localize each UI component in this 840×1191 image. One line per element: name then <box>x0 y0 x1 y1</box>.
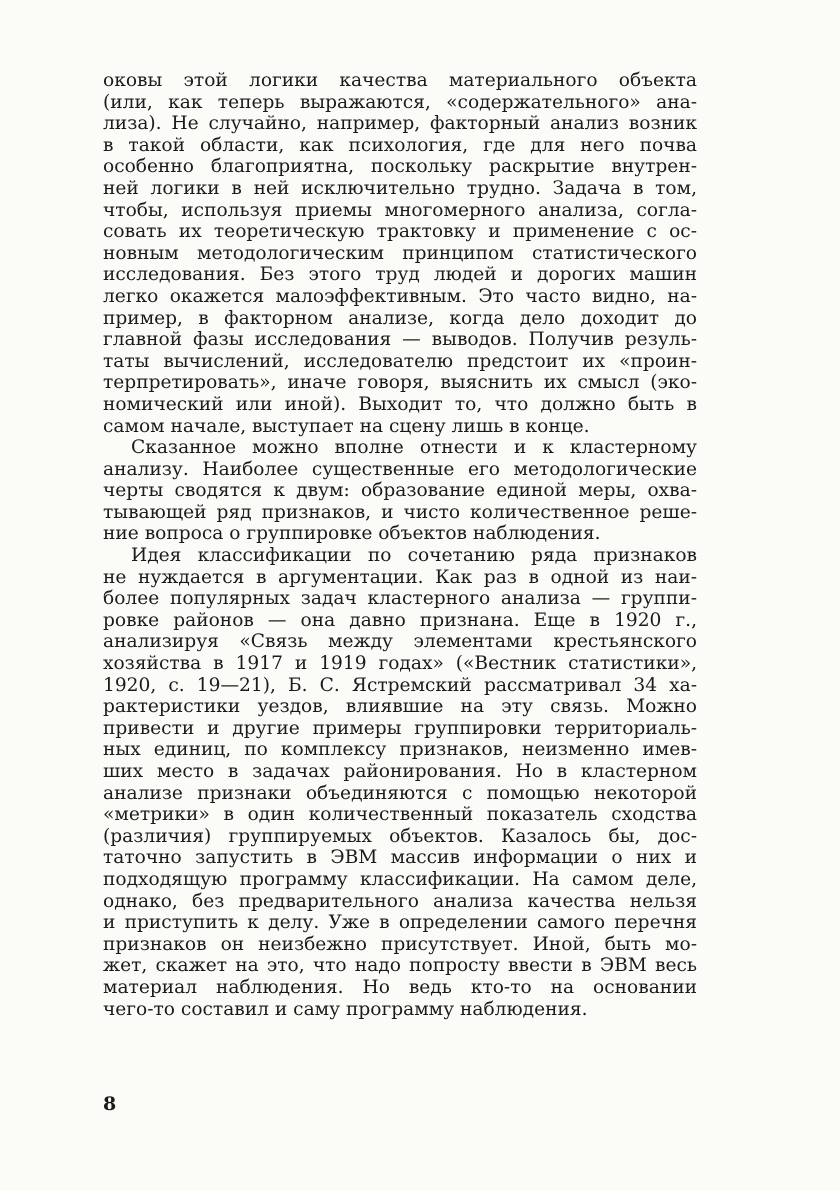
text-line: Идея классификации по сочетанию ряда признаков <box>131 545 697 567</box>
text-line: анализируя «Связь между элементами крестьянского <box>103 631 697 653</box>
text-line: лиза). Не случайно, например, факторный анализ возник <box>103 113 697 135</box>
text-line: анализу. Наиболее существенные его методологические <box>103 458 697 480</box>
text-line: таты вычислений, исследователю предстоит их «проин- <box>103 350 697 372</box>
text-line: 1920, с. 19—21), Б. С. Ястремский рассматривал 34 ха- <box>103 674 697 696</box>
text-line: таточно запустить в ЭВМ массив информации о них и <box>103 847 697 869</box>
text-line: пример, в факторном анализе, когда дело доходит до <box>103 307 697 329</box>
text-line: оковы этой логики качества материального объекта <box>103 70 697 91</box>
text-line: исследования. Без этого труд людей и дорогих машин <box>103 264 697 286</box>
paragraph <box>103 437 697 545</box>
text-line: более популярных задач кластерного анализа — группи- <box>103 588 697 610</box>
text-line: анализе признаки объединяются с помощью некоторой <box>103 782 697 804</box>
paragraph <box>103 70 697 437</box>
text-line: в такой области, как психология, где для него почва <box>103 134 697 156</box>
text-line: номический или иной). Выходит то, что должно быть в <box>103 393 697 415</box>
text-line: ровке районов — она давно признана. Еще в 1920 г., <box>103 609 697 631</box>
text-line: совать их теоретическую трактовку и применение с ос- <box>103 221 697 243</box>
text-line: главной фазы исследования — выводов. Получив резуль- <box>103 329 697 351</box>
text-line: легко окажется малоэффективным. Это часто видно, на- <box>103 285 697 307</box>
text-line: чего-то составил и саму программу наблюдения. <box>103 998 588 1020</box>
text-line: новным методологическим принципом статистического <box>103 242 697 264</box>
text-line: материал наблюдения. Но ведь кто-то на основании <box>103 976 697 998</box>
page-number: 8 <box>103 1093 117 1115</box>
text-line: жет, скажет на это, что надо попросту ввести в ЭВМ весь <box>103 955 697 977</box>
text-line: ней логики в ней исключительно трудно. Задача в том, <box>103 177 697 199</box>
text-line: чтобы, используя приемы многомерного анализа, согла- <box>103 199 697 221</box>
text-line: терпретировать», иначе говоря, выяснить их смысл (эко- <box>103 372 697 394</box>
text-line: самом начале, выступает на сцену лишь в конце. <box>103 415 590 437</box>
text-line: «метрики» в один количественный показатель сходства <box>103 804 697 826</box>
text-line: тывающей ряд признаков, и чисто количественное реше- <box>103 501 697 523</box>
text-line: ших место в задачах районирования. Но в кластерном <box>103 761 697 782</box>
text-line: (или, как теперь выражаются, «содержательного» ана- <box>103 91 697 113</box>
text-line: особенно благоприятна, поскольку раскрытие внутрен- <box>103 156 697 178</box>
body-text <box>103 70 697 1020</box>
text-line: ных единиц, по комплексу признаков, неизменно имев- <box>103 739 697 761</box>
text-line: и приступить к делу. Уже в определении самого перечня <box>103 912 697 934</box>
text-line: черты сводятся к двум: образование единой меры, охва- <box>103 480 697 502</box>
text-line: признаков он неизбежно присутствует. Иной, быть мо- <box>103 933 697 955</box>
text-line: хозяйства в 1917 и 1919 годах» («Вестник статистики», <box>103 653 697 675</box>
text-line: рактеристики уездов, влиявшие на эту связь. Можно <box>103 696 697 718</box>
text-line: Сказанное можно вполне отнести и к кластерному <box>131 437 697 459</box>
text-line: привести и другие примеры группировки территориаль- <box>103 717 697 739</box>
text-line: (различия) группируемых объектов. Казалось бы, дос- <box>103 825 697 847</box>
text-line: не нуждается в аргументации. Как раз в одной из наи- <box>103 566 697 588</box>
text-line: однако, без предварительного анализа качества нельзя <box>103 890 697 912</box>
text-line: подходящую программу классификации. На самом деле, <box>103 868 697 890</box>
text-line: ние вопроса о группировке объектов наблюдения. <box>103 523 601 545</box>
paragraph <box>103 545 697 1020</box>
